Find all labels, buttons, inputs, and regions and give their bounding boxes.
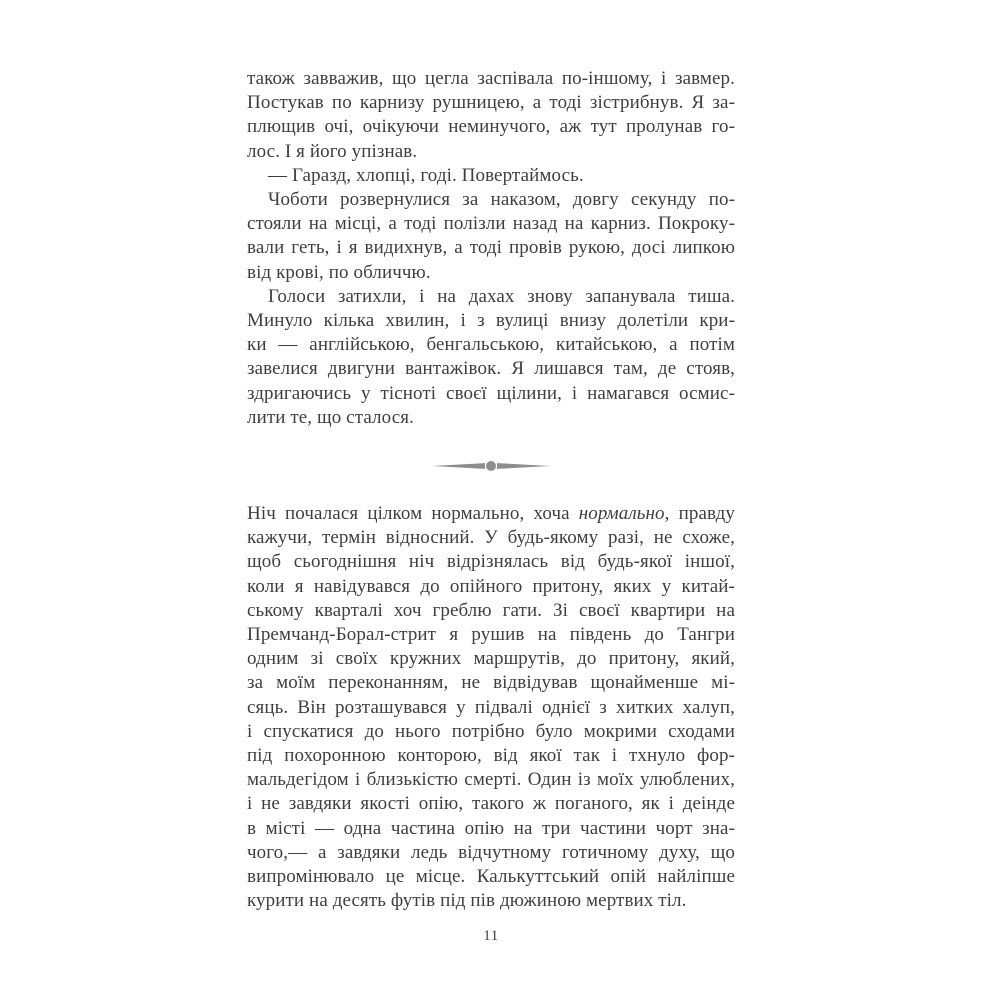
text-line: плющив очі, очікуючи неминучого, аж тут пролунав го- <box>247 116 735 138</box>
text-line: — Гаразд, хлопці, годі. Повертаймось. <box>268 164 584 186</box>
text-line: коли я навідувався до опійного притону, яких у китай- <box>247 575 735 597</box>
text-line: лити те, що сталося. <box>247 406 414 428</box>
text-line: ському кварталі хоч греблю гати. Зі своєї квартири на <box>247 599 735 621</box>
text-line: завелися двигуни вантажівок. Я лишався там, де стояв, <box>247 358 735 380</box>
text-line: від крові, по обличчю. <box>247 261 431 283</box>
text-line: вали геть, і я видихнув, а тоді провів рукою, досі липкою <box>247 237 735 259</box>
text-line: здригаючись у тісноті своєї щілини, і намагався осмис- <box>247 382 735 404</box>
text-line: за моїм переконанням, не відвідував щонайменше мі- <box>247 672 735 694</box>
text-line: ки — англійською, бенгальською, китайською, а потім <box>247 334 735 356</box>
text-line: Ніч почалася цілком нормально, хоча нормально, правду <box>247 503 735 525</box>
text-line: в місті — одна частина опію на три частини чорт зна- <box>247 817 735 839</box>
text-line: чого,— а завдяки ледь відчутному готичному духу, що <box>247 841 735 863</box>
text-line: випромінювало це місце. Калькуттський опій найліпше <box>247 866 735 888</box>
section-divider <box>247 430 735 502</box>
text-line: Постукав по карнизу рушницею, а тоді зістрибнув. Я за- <box>247 92 735 114</box>
text-line: і спускатися до нього потрібно було мокрими сходами <box>247 720 735 742</box>
divider-ornament-icon <box>432 459 550 473</box>
text-line: Минуло кілька хвилин, і з вулиці внизу долетіли кри- <box>247 310 735 332</box>
text-line: також завважив, що цегла заспівала по-іншому, і завмер. <box>247 68 735 89</box>
text-line: мальдегідом і близькістю смерті. Один із моїх улюблених, <box>247 769 735 791</box>
text-line: Голоси затихли, і на дахах знову запанувала тиша. <box>268 285 735 307</box>
text-line: Чоботи розвернулися за наказом, довгу секунду по- <box>268 189 735 211</box>
text-line: під похоронною конторою, від якої так і тхнуло фор- <box>247 745 735 767</box>
text-line: стояли на місці, а тоді полізли назад на карниз. Покроку- <box>247 213 735 235</box>
text-line: одним зі своїх кружних маршрутів, до притону, який, <box>247 648 735 670</box>
page-number: 11 <box>483 928 499 944</box>
text-line: щоб сьогоднішня ніч відрізнялась від будь-якої іншої, <box>247 551 735 573</box>
text-line: курити на десять футів під пів дюжиною мертвих тіл. <box>247 890 687 912</box>
text-line: і не завдяки якості опію, такого ж поганого, як і деінде <box>247 793 735 815</box>
text-line: кажучи, термін відносний. У будь-якому разі, не схоже, <box>247 527 735 549</box>
text-line: сяць. Він розташувався у підвалі однієї з хитких халуп, <box>247 696 735 718</box>
page-text <box>247 67 735 914</box>
text-line: Премчанд-Борал-стрит я рушив на південь до Тангри <box>247 624 735 646</box>
text-line: лос. І я його упізнав. <box>247 140 418 162</box>
